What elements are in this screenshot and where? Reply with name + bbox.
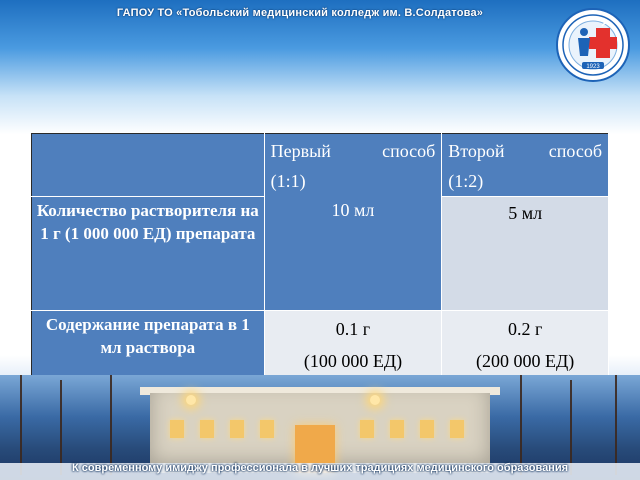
header-method-1: [264, 134, 442, 311]
logo-year: 1923: [586, 64, 600, 70]
cell-method-2-units: (200 000 ЕД): [476, 351, 575, 371]
header-method-2-line2: (1:2): [448, 171, 484, 191]
logo-emblem-icon: [558, 10, 628, 80]
row-label-solvent-text: Количество растворителя на 1 г (1 000 000 ЕД) препарата: [36, 201, 259, 243]
header-method-2-line1: Второй способ: [448, 141, 602, 161]
cell-method-2-grams: 0.2 г: [507, 319, 543, 339]
footer-slogan: К современному имиджу профессионала в лучших традициях медицинского образования: [71, 462, 569, 474]
row-label-concentration-text: Содержание препарата в 1 мл раствора: [45, 315, 250, 357]
solution-table: [31, 133, 609, 389]
header-method-1-line2: (1:1): [270, 171, 306, 191]
cell-method-2-solvent-text: 5 мл: [508, 203, 543, 223]
college-logo: [556, 8, 630, 82]
row-label-solvent: [32, 197, 265, 311]
cell-method-1-solvent: 10 мл: [331, 200, 375, 220]
cell-method-1-units: (100 000 ЕД): [303, 351, 403, 371]
header-method-1-line1: Первый способ: [270, 141, 436, 161]
cell-method-1-grams: 0.1 г: [335, 319, 371, 339]
header-method-2: [442, 134, 609, 197]
college-title: ГАПОУ ТО «Тобольский медицинский колледж им. В.Солдатова»: [116, 7, 484, 19]
cell-method-2-solvent: [442, 197, 609, 311]
table-corner-cell: [32, 134, 265, 197]
header-bar: [0, 0, 640, 30]
